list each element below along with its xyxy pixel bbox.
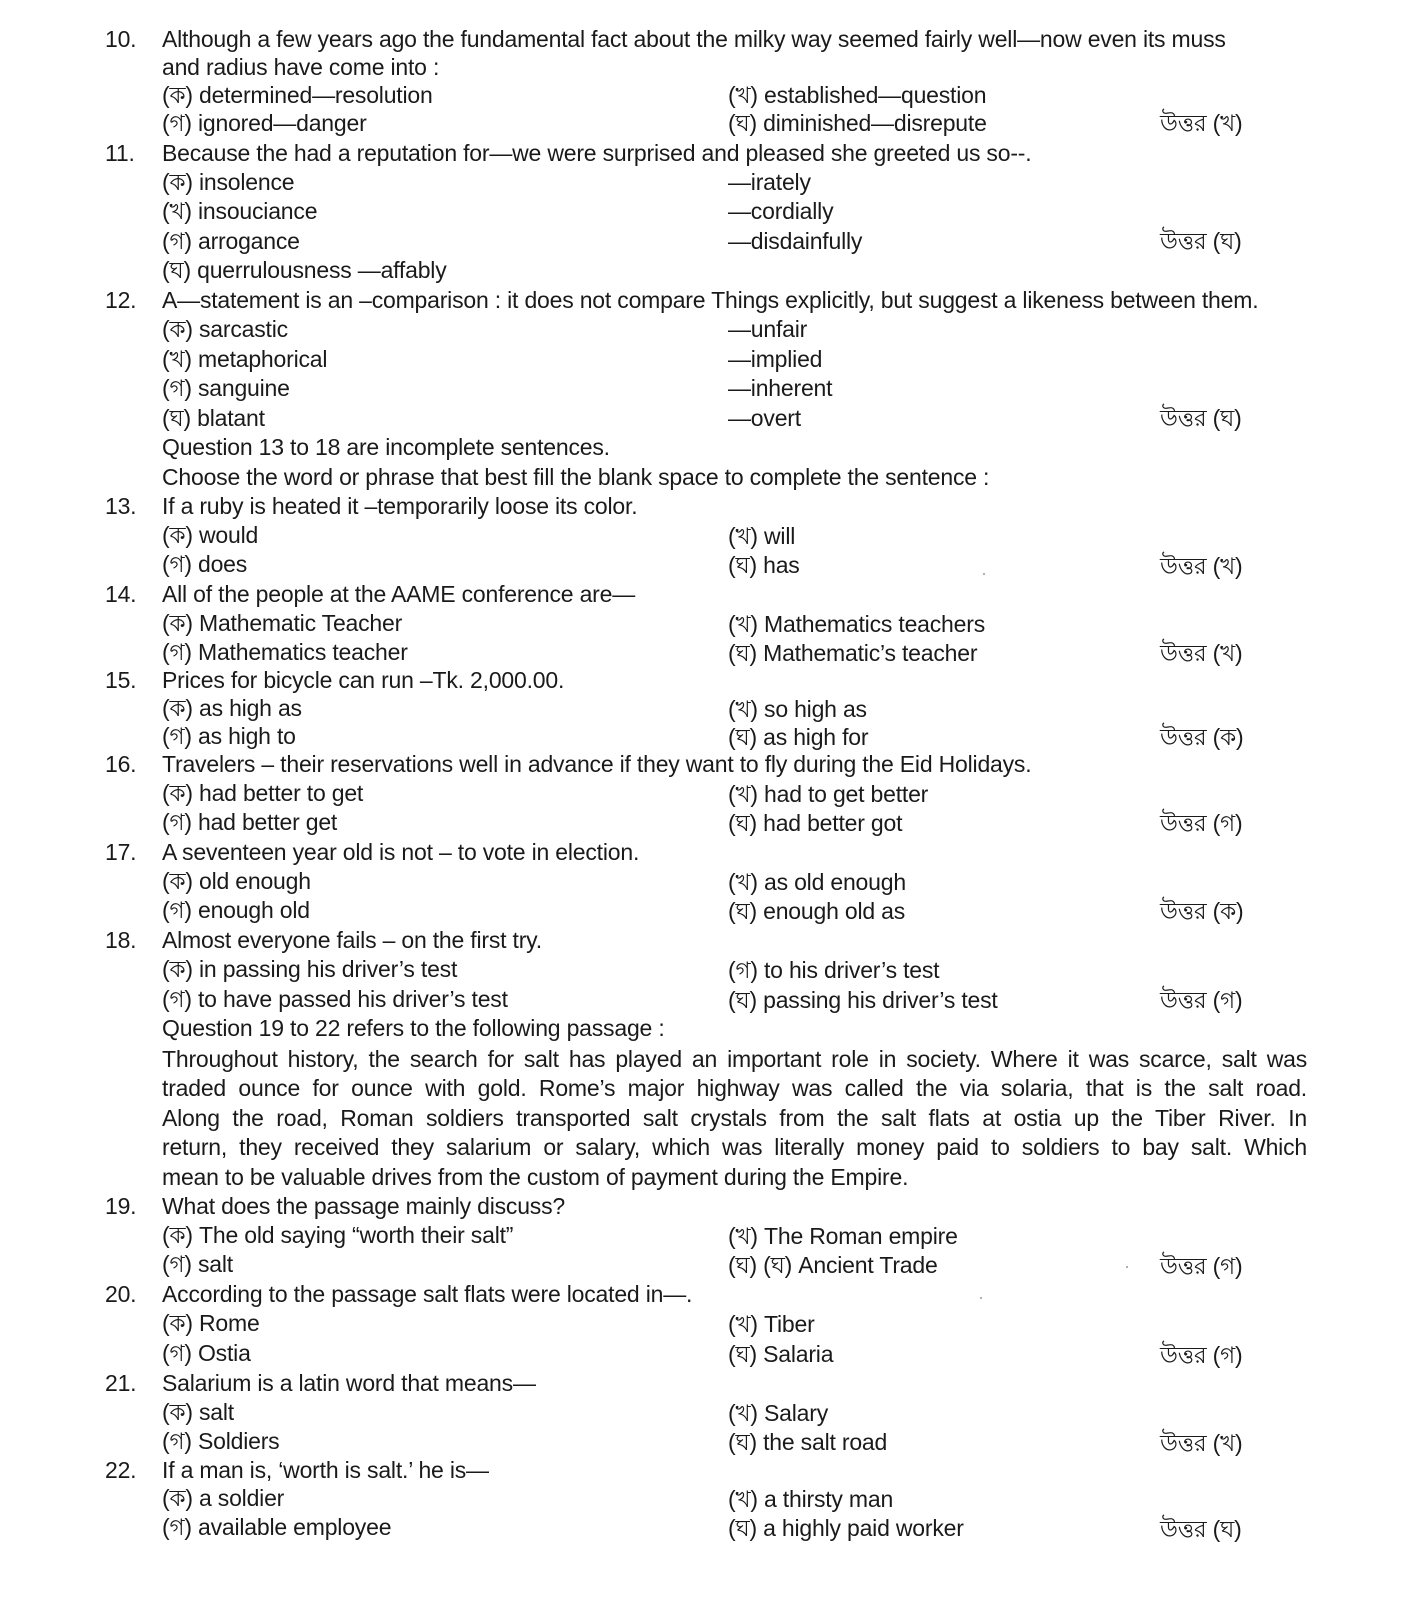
option-ka: (ক) would [162,522,259,548]
option-kha: (খ) so high as [728,696,867,722]
option-kha-pair: —cordially [728,198,834,224]
question-text: Almost everyone fails – on the first try. [162,927,542,953]
question-number: 17. [105,839,137,865]
answer-key: উত্তর (ক) [1160,898,1244,924]
question-number: 13. [105,493,137,519]
option-kha: (খ) Tiber [728,1311,815,1337]
option-ka: (ক) sarcastic [162,316,288,342]
answer-key: উত্তর (গ) [1160,1253,1243,1279]
question-number: 15. [105,667,137,693]
option-ka: (ক) salt [162,1399,234,1425]
option-gha-pair: —overt [728,405,801,431]
passage-line: mean to be valuable drives from the custom of payment during the Empire. [162,1164,909,1190]
question-text: All of the people at the AAME conference are— [162,581,636,607]
option-ka: (ক) Mathematic Teacher [162,610,403,636]
question-text: According to the passage salt flats were located in—. [162,1281,693,1307]
option-ga: (গ) arrogance [162,228,300,254]
question-number: 10. [105,26,137,52]
option-gha: (ঘ) blatant [162,405,265,431]
option-gha: (ঘ) querrulousness —affably [162,257,447,283]
option-gha: (ঘ) had better got [728,810,903,836]
option-ka: (ক) as high as [162,695,302,721]
question-number: 14. [105,581,137,607]
option-ga: (গ) ignored—danger [162,110,367,136]
option-kha-pair: —implied [728,346,823,372]
option-ka: (ক) in passing his driver’s test [162,956,458,982]
answer-key: উত্তর (ক) [1160,724,1244,750]
option-ga: (গ) does [162,551,248,577]
answer-key: উত্তর (খ) [1160,110,1243,136]
section-instruction: Choose the word or phrase that best fill the blank space to complete the sentence : [162,464,990,490]
question-text: If a man is, ‘worth is salt.’ he is— [162,1457,489,1483]
option-gha: (ঘ) has [728,552,800,578]
option-ga: (গ) Soldiers [162,1428,280,1454]
option-kha: (খ) established—question [728,82,987,108]
option-ga: (গ) sanguine [162,375,290,401]
answer-key: উত্তর (ঘ) [1160,405,1242,431]
answer-key: উত্তর (ঘ) [1160,228,1242,254]
option-ka: (ক) The old saying “worth their salt” [162,1222,514,1248]
option-ka-pair: —unfair [728,316,808,342]
option-kha: (খ) had to get better [728,781,929,807]
question-number: 11. [105,140,135,166]
question-text: Salarium is a latin word that means— [162,1370,536,1396]
option-gha: (ঘ) diminished—disrepute [728,110,987,136]
option-kha: (খ) metaphorical [162,346,328,372]
option-ka: (ক) insolence [162,169,295,195]
question-text: Prices for bicycle can run –Tk. 2,000.00. [162,667,565,693]
option-gha: (ঘ) the salt road [728,1429,888,1455]
option-gha: (ঘ) Salaria [728,1341,834,1367]
question-text: Although a few years ago the fundamental fact about the milky way seemed fairly well—now even its muss [162,26,1226,52]
option-kha: (খ) The Roman empire [728,1223,958,1249]
question-number: 22. [105,1457,137,1483]
option-gha: (ঘ) as high for [728,724,869,750]
option-ga: (গ) had better get [162,809,338,835]
question-text: A seventeen year old is not – to vote in election. [162,839,640,865]
option-kha: (খ) insouciance [162,198,318,224]
passage-line: traded ounce for ounce with gold. Rome’s major highway was called the via solaria, that is the salt road. [162,1075,1307,1101]
option-ka-pair: —irately [728,169,811,195]
option-ga-pair: —disdainfully [728,228,863,254]
option-kha: (খ) will [728,523,796,549]
option-kha: (খ) as old enough [728,869,906,895]
question-number: 12. [105,287,137,313]
option-ga: (গ) to have passed his driver’s test [162,986,508,1012]
question-number: 21. [105,1370,137,1396]
answer-key: উত্তর (গ) [1160,810,1243,836]
option-gha: (ঘ) passing his driver’s test [728,987,998,1013]
passage-line: Throughout history, the search for salt has played an important role in society. Where it was scarce, salt was [162,1046,1307,1072]
question-text: What does the passage mainly discuss? [162,1193,565,1219]
section-instruction: Question 13 to 18 are incomplete sentences. [162,434,610,460]
option-kha: (খ) Salary [728,1400,829,1426]
option-ka: (ক) determined—resolution [162,82,433,108]
answer-key: উত্তর (খ) [1160,640,1243,666]
option-ga: (গ) as high to [162,723,296,749]
question-number: 16. [105,751,137,777]
question-text: A—statement is an –comparison : it does not compare Things explicitly, but suggest a likeness between them. [162,287,1259,313]
option-ga: (গ) available employee [162,1514,392,1540]
question-text: If a ruby is heated it –temporarily loose its color. [162,493,638,519]
answer-key: উত্তর (খ) [1160,1430,1243,1456]
option-gha: (ঘ) Mathematic’s teacher [728,640,978,666]
option-ga: (গ) Ostia [162,1340,251,1366]
option-ka: (ক) a soldier [162,1485,285,1511]
option-ga: (গ) Mathematics teacher [162,639,408,665]
option-ga: (গ) enough old [162,897,310,923]
answer-key: উত্তর (গ) [1160,987,1243,1013]
question-text: Because the had a reputation for—we were surprised and pleased she greeted us so--. [162,140,1032,166]
question-number: 19. [105,1193,137,1219]
option-ka: (ক) old enough [162,868,311,894]
option-gha: (ঘ) a highly paid worker [728,1515,964,1541]
question-text: Travelers – their reservations well in advance if they want to fly during the Eid Holidays. [162,751,1032,777]
scan-speck [1126,1266,1128,1268]
option-gha: (ঘ) enough old as [728,898,906,924]
answer-key: উত্তর (গ) [1160,1342,1243,1368]
option-kha: (খ) Mathematics teachers [728,611,985,637]
answer-key: উত্তর (খ) [1160,553,1243,579]
option-gha: (ঘ) (ঘ) Ancient Trade [728,1252,938,1278]
option-ka: (ক) had better to get [162,780,364,806]
passage-line: Along the road, Roman soldiers transported salt crystals from the salt flats at ostia up the Tiber River. In [162,1105,1307,1131]
question-text: and radius have come into : [162,54,440,80]
section-instruction: Question 19 to 22 refers to the following passage : [162,1015,665,1041]
question-number: 20. [105,1281,137,1307]
passage-line: return, they received they salarium or salary, which was literally money paid to soldiers to bay salt. Which [162,1134,1307,1160]
option-ka: (ক) Rome [162,1310,260,1336]
scan-speck [983,573,985,575]
option-kha: (খ) a thirsty man [728,1486,894,1512]
option-ga: (গ) salt [162,1251,233,1277]
scan-speck [980,1297,982,1299]
question-number: 18. [105,927,137,953]
option-kha: (গ) to his driver’s test [728,957,940,983]
option-ga-pair: —inherent [728,375,833,401]
answer-key: উত্তর (ঘ) [1160,1516,1242,1542]
